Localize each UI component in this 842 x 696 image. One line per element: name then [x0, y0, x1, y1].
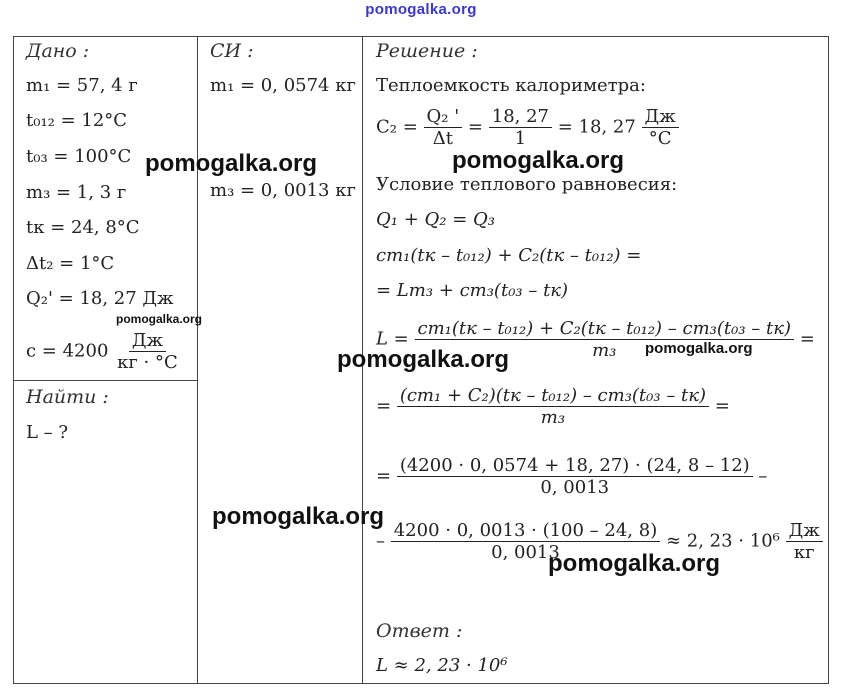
c2-unit [642, 106, 679, 149]
step3-frac [397, 455, 753, 498]
watermark: pomogalka.org [337, 346, 510, 373]
watermark: pomogalka.org [212, 503, 385, 530]
given-t012: t₀₁₂ = 12°C [26, 110, 128, 131]
solution-equilibrium: Условие теплового равновесия: [376, 174, 678, 195]
answer-header: Ответ : [376, 620, 463, 642]
solution-c2-formula [376, 106, 679, 149]
find-target: L – ? [26, 422, 69, 443]
step3-tail: – [758, 465, 768, 487]
given-c-unit [114, 330, 181, 373]
si-m1: m₁ = 0, 0574 кг [210, 75, 356, 96]
solution-eq3: = Lm₃ + cm₃(t₀₃ – tк) [376, 280, 569, 301]
watermark: pomogalka.org [116, 312, 203, 326]
c2-frac2-num: 18, 27 [489, 106, 552, 128]
given-q2: Q₂' = 18, 27 Дж [26, 288, 174, 309]
solution-header: Решение : [376, 40, 478, 62]
step3-num: (4200 · 0, 0574 + 18, 27) · (24, 8 – 12) [397, 455, 753, 477]
watermark: pomogalka.org [645, 340, 753, 357]
step2-tail: = [714, 395, 730, 417]
c2-eq: = [467, 116, 484, 138]
c2-frac1 [424, 106, 463, 149]
watermark: pomogalka.org [452, 147, 625, 174]
watermark: pomogalka.org [145, 150, 318, 177]
c2-frac2 [489, 106, 552, 149]
given-dt2: Δt₂ = 1°C [26, 253, 115, 274]
given-t03: t₀₃ = 100°C [26, 146, 132, 167]
si-m3: m₃ = 0, 0013 кг [210, 180, 356, 201]
L-left: L = [376, 328, 409, 350]
solution-eq2: cm₁(tк – t₀₁₂) + C₂(tк – t₀₁₂) = [376, 245, 642, 266]
divider-given-si [197, 36, 198, 684]
L-den: m₃ [592, 340, 617, 361]
given-c [26, 330, 181, 373]
step3-den: 0, 0013 [540, 477, 610, 498]
step2-frac [397, 385, 709, 428]
c2-frac2-den: 1 [514, 128, 527, 149]
given-tk: tк = 24, 8°C [26, 217, 140, 238]
step4-den: 0, 0013 [491, 542, 560, 563]
c2-result: = 18, 27 [557, 116, 636, 138]
L-num: cm₁(tк – t₀₁₂) + C₂(tк – t₀₁₂) – cm₃(t₀₃ – tк) [415, 318, 795, 340]
given-m3: m₃ = 1, 3 г [26, 182, 127, 203]
solution-step3 [376, 455, 767, 498]
divider-given-find [13, 380, 198, 381]
step2-den: m₃ [540, 407, 566, 428]
find-header: Найти : [26, 386, 109, 408]
site-logo[interactable]: pomogalka.org [365, 1, 477, 18]
c2-unit-num: Дж [642, 106, 679, 128]
step4-result: ≈ 2, 23 · 10⁶ [665, 530, 780, 552]
step2-num: (cm₁ + C₂)(tк – t₀₁₂) – cm₃(t₀₃ – tк) [397, 385, 709, 407]
step2-left: = [376, 395, 392, 417]
c2-left: C₂ = [376, 116, 418, 138]
c2-frac1-den: Δt [432, 128, 453, 149]
L-tail: = [799, 328, 815, 350]
given-c-unit-num: Дж [129, 330, 166, 352]
given-c-value: c = 4200 [26, 340, 109, 362]
step3-left: = [376, 465, 392, 487]
step4-unit-num: Дж [786, 520, 823, 542]
step4-unit-den: кг [793, 542, 815, 563]
solution-step2 [376, 385, 730, 428]
step4-left: – [376, 530, 385, 552]
given-c-unit-den: кг · °C [117, 352, 178, 373]
c2-frac1-num: Q₂ ' [424, 106, 463, 128]
given-header: Дано : [26, 40, 90, 62]
solution-heat-capacity: Теплоемкость калориметра: [376, 75, 646, 96]
step4-unit [786, 520, 823, 563]
c2-unit-den: °C [648, 128, 672, 149]
given-m1: m₁ = 57, 4 г [26, 75, 138, 96]
solution-eq1: Q₁ + Q₂ = Q₃ [376, 209, 495, 230]
watermark: pomogalka.org [548, 550, 721, 577]
step4-num: 4200 · 0, 0013 · (100 – 24, 8) [391, 520, 661, 542]
si-header: СИ : [210, 40, 254, 62]
answer-value: L ≈ 2, 23 · 10⁶ [376, 655, 508, 676]
